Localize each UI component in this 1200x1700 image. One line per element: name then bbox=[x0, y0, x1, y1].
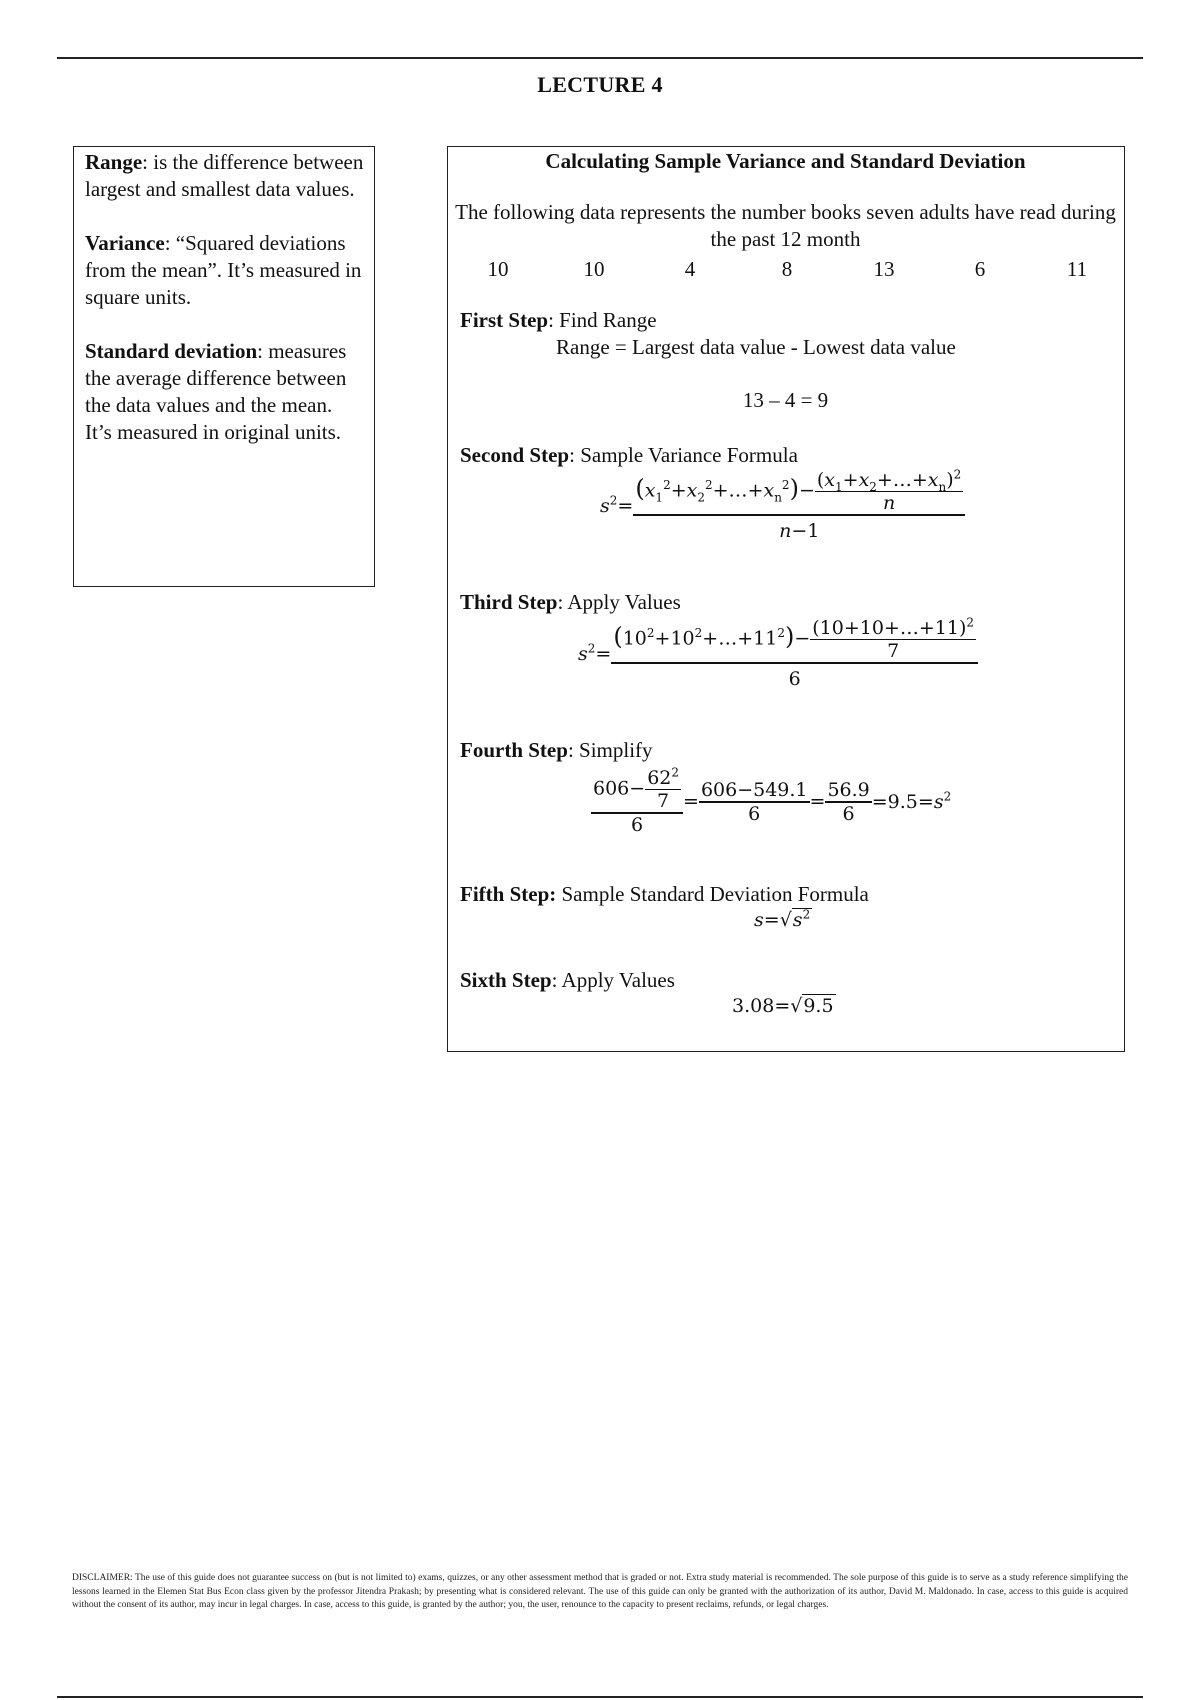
denominator-value: 6 bbox=[825, 801, 871, 825]
sum-value: 62 bbox=[647, 767, 672, 789]
step-text: Sample Standard Deviation Formula bbox=[556, 882, 869, 906]
step-text: : Simplify bbox=[567, 738, 653, 762]
step-6-heading bbox=[460, 968, 675, 993]
data-value: 10 bbox=[487, 257, 509, 281]
numerator-result: 56.9 bbox=[827, 778, 870, 801]
variance-applied: $s^2=$ $(10^2+10^2+\dots+11^2)-$ $\frac{(10+10+\dots+11)^2}{7}$ 6 bbox=[578, 617, 978, 690]
step-1-heading bbox=[460, 308, 657, 333]
data-value: 8 bbox=[781, 257, 793, 281]
top-rule bbox=[57, 57, 1143, 59]
data-value: 10 bbox=[583, 257, 605, 281]
bottom-rule bbox=[57, 1696, 1143, 1698]
step-text: : Apply Values bbox=[557, 590, 681, 614]
definition-term: Standard deviation bbox=[85, 339, 258, 363]
data-description: The following data represents the number books seven adults have read during the past 12 month bbox=[455, 200, 1116, 251]
range-result: 13 – 4 = 9 bbox=[742, 388, 829, 412]
definition-term: Variance bbox=[85, 231, 165, 255]
data-values-row bbox=[448, 257, 1123, 284]
sd-value: 3.08 bbox=[732, 995, 775, 1017]
variance-value: 9.5 bbox=[803, 995, 834, 1017]
calculation-box bbox=[447, 146, 1125, 1052]
definition-term: Range bbox=[85, 150, 143, 174]
step-3-heading bbox=[460, 590, 681, 615]
step-label: Fourth Step bbox=[460, 738, 568, 762]
n-value: 7 bbox=[645, 789, 681, 812]
sum-of-squares: 606 bbox=[593, 777, 630, 800]
definition-text: : “Squared deviations from the mean”. It’s measured in square units. bbox=[85, 231, 362, 309]
step-text: : Apply Values bbox=[551, 968, 675, 992]
step-text: : Find Range bbox=[548, 308, 657, 332]
definition-range bbox=[85, 149, 364, 203]
disclaimer-text: DISCLAIMER: The use of this guide does not guarantee success on (but is not limited to) exams, quizzes, or any other assessment method that is graded or not. Extra study material is recommended. The sole purpose of this guide is to serve as a study reference simplifying the lessons learned in the Elemen Stat Bus Econ class given by the professor Jitendra Prakash; by presenting what is considered relevant. The use of this guide can only be granted with the authorization of its author, David M. Maldonado. In case, access to this guide is acquired without the consent of its author, may incur in legal charges. In case, access to this guide, is granted by the author; you, the user, renounce to the capacity to present reclaims, refunds, or legal charges. bbox=[72, 1573, 1128, 1610]
data-value: 4 bbox=[684, 257, 696, 281]
step-5-heading bbox=[460, 882, 869, 907]
denominator-value: 6 bbox=[611, 662, 978, 690]
denominator-value: 6 bbox=[591, 812, 683, 836]
n-value: 7 bbox=[810, 639, 976, 662]
step-2-heading bbox=[460, 443, 798, 468]
definition-text: : is the difference between largest and smallest data values. bbox=[85, 150, 364, 201]
step-label: Second Step bbox=[460, 443, 570, 467]
definitions-box bbox=[73, 146, 375, 587]
definition-standard-deviation bbox=[85, 338, 364, 446]
step-label: Third Step bbox=[460, 590, 558, 614]
page-title: LECTURE 4 bbox=[537, 72, 663, 97]
denominator-value: 6 bbox=[699, 801, 810, 825]
step-text: : Sample Variance Formula bbox=[569, 443, 798, 467]
calculation-title: Calculating Sample Variance and Standard Deviation bbox=[545, 149, 1026, 173]
sd-formula: $s=√s^2$ bbox=[754, 907, 811, 931]
data-value: 6 bbox=[974, 257, 986, 281]
variance-formula: $s^2=$ $(x_1^2+x_2^2+\dots+x_n^2)-$ $\frac{(x_1+x_2+\dots+x_n)^2}{n}$ n−1 bbox=[600, 469, 965, 542]
definition-text: : measures the average difference between the data values and the mean. It’s measured in original units. bbox=[85, 339, 347, 444]
simplify-equation: 606− $\frac{62^2}{7}$ 6 = $\frac{606-549.1}{6}$ = $\frac{56.9}{6}$ $=9.5=s^2$ bbox=[593, 765, 952, 836]
range-definition: Range = Largest data value - Lowest data value bbox=[556, 335, 956, 359]
sd-result: 3.08=√9.5 bbox=[732, 995, 834, 1017]
data-value: 13 bbox=[873, 257, 895, 281]
definition-variance bbox=[85, 230, 364, 311]
variance-result: 9.5 bbox=[887, 790, 918, 813]
step-4-heading bbox=[460, 738, 653, 763]
step-label: First Step bbox=[460, 308, 549, 332]
step-label: Sixth Step bbox=[460, 968, 552, 992]
step-label: Fifth Step: bbox=[460, 882, 557, 906]
difference-value: 606−549.1 bbox=[700, 778, 808, 801]
data-value: 11 bbox=[1066, 257, 1088, 281]
